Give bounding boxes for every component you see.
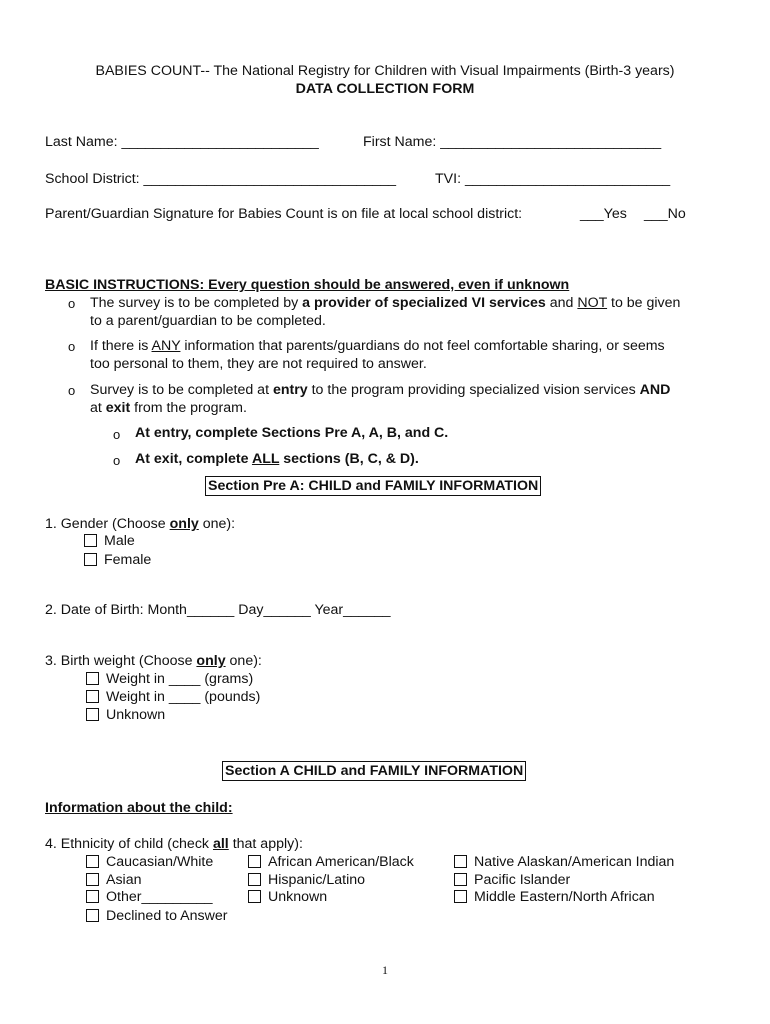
no-option[interactable]: ___No	[644, 206, 686, 222]
instruction-3-line2: at exit from the program.	[90, 400, 247, 416]
checkbox[interactable]	[86, 890, 99, 903]
question-birth-weight: 3. Birth weight (Choose only one):	[45, 653, 262, 669]
ethnicity-option[interactable]: African American/Black	[248, 854, 414, 870]
instruction-1-line2: to a parent/guardian to be completed.	[90, 313, 326, 329]
checkbox[interactable]	[86, 873, 99, 886]
page-number: 1	[382, 963, 388, 977]
question-ethnicity: 4. Ethnicity of child (check all that apply):	[45, 836, 303, 852]
tvi-field[interactable]: TVI: __________________________	[435, 171, 671, 187]
checkbox[interactable]	[454, 855, 467, 868]
bullet-icon: o	[113, 427, 121, 442]
bullet-icon: o	[68, 383, 76, 398]
ethnicity-option[interactable]: Unknown	[248, 889, 327, 905]
form-subtitle: DATA COLLECTION FORM	[295, 81, 475, 97]
checkbox[interactable]	[86, 855, 99, 868]
instruction-3: Survey is to be completed at entry to the program providing specialized vision services AND	[90, 382, 671, 398]
instruction-1: The survey is to be completed by a provider of specialized VI services and NOT to be given	[90, 295, 681, 311]
ethnicity-option[interactable]: Pacific Islander	[454, 872, 570, 888]
checkbox[interactable]	[248, 890, 261, 903]
checkbox[interactable]	[86, 909, 99, 922]
ethnicity-option[interactable]: Caucasian/White	[86, 854, 213, 870]
instructions-heading: BASIC INSTRUCTIONS: Every question should be answered, even if unknown	[45, 277, 570, 293]
bullet-icon: o	[68, 296, 76, 311]
ethnicity-option[interactable]: Hispanic/Latino	[248, 872, 365, 888]
checkbox[interactable]	[248, 855, 261, 868]
section-a-title: Section A CHILD and FAMILY INFORMATION	[222, 761, 526, 781]
ethnicity-option[interactable]: Native Alaskan/American Indian	[454, 854, 674, 870]
signature-statement: Parent/Guardian Signature for Babies Count is on file at local school district:	[45, 206, 523, 222]
form-title: BABIES COUNT-- The National Registry for Children with Visual Impairments (Birth-3 years)	[95, 63, 675, 79]
ethnicity-option[interactable]: Declined to Answer	[86, 908, 227, 924]
first-name-field[interactable]: First Name: ____________________________	[363, 134, 662, 150]
bullet-icon: o	[113, 453, 121, 468]
question-date-of-birth[interactable]: 2. Date of Birth: Month______ Day______ Year______	[45, 602, 391, 618]
instruction-2: If there is ANY information that parents/guardians do not feel comfortable sharing, or seems	[90, 338, 665, 354]
yes-option[interactable]: ___Yes	[580, 206, 627, 222]
checkbox[interactable]	[454, 873, 467, 886]
ethnicity-option[interactable]: Other_________	[86, 889, 213, 905]
bullet-icon: o	[68, 339, 76, 354]
ethnicity-option[interactable]: Asian	[86, 872, 142, 888]
checkbox[interactable]	[84, 534, 97, 547]
sub-instruction-exit: At exit, complete ALL sections (B, C, & D).	[135, 451, 419, 467]
section-pre-a-title: Section Pre A: CHILD and FAMILY INFORMATION	[205, 476, 541, 496]
gender-option-female[interactable]: Female	[84, 552, 151, 568]
weight-option-unknown[interactable]: Unknown	[86, 707, 165, 723]
instruction-2-line2: too personal to them, they are not required to answer.	[90, 356, 427, 372]
gender-option-male[interactable]: Male	[84, 533, 135, 549]
checkbox[interactable]	[84, 553, 97, 566]
checkbox[interactable]	[86, 690, 99, 703]
child-info-heading: Information about the child:	[45, 800, 233, 816]
weight-option-pounds[interactable]: Weight in ____ (pounds)	[86, 689, 260, 705]
last-name-field[interactable]: Last Name: _________________________	[45, 134, 319, 150]
ethnicity-option[interactable]: Middle Eastern/North African	[454, 889, 655, 905]
checkbox[interactable]	[454, 890, 467, 903]
question-gender: 1. Gender (Choose only one):	[45, 516, 236, 532]
weight-option-grams[interactable]: Weight in ____ (grams)	[86, 671, 253, 687]
sub-instruction-entry: At entry, complete Sections Pre A, A, B, and C.	[135, 425, 449, 441]
checkbox[interactable]	[86, 708, 99, 721]
checkbox[interactable]	[86, 672, 99, 685]
school-district-field[interactable]: School District: ________________________________	[45, 171, 397, 187]
checkbox[interactable]	[248, 873, 261, 886]
